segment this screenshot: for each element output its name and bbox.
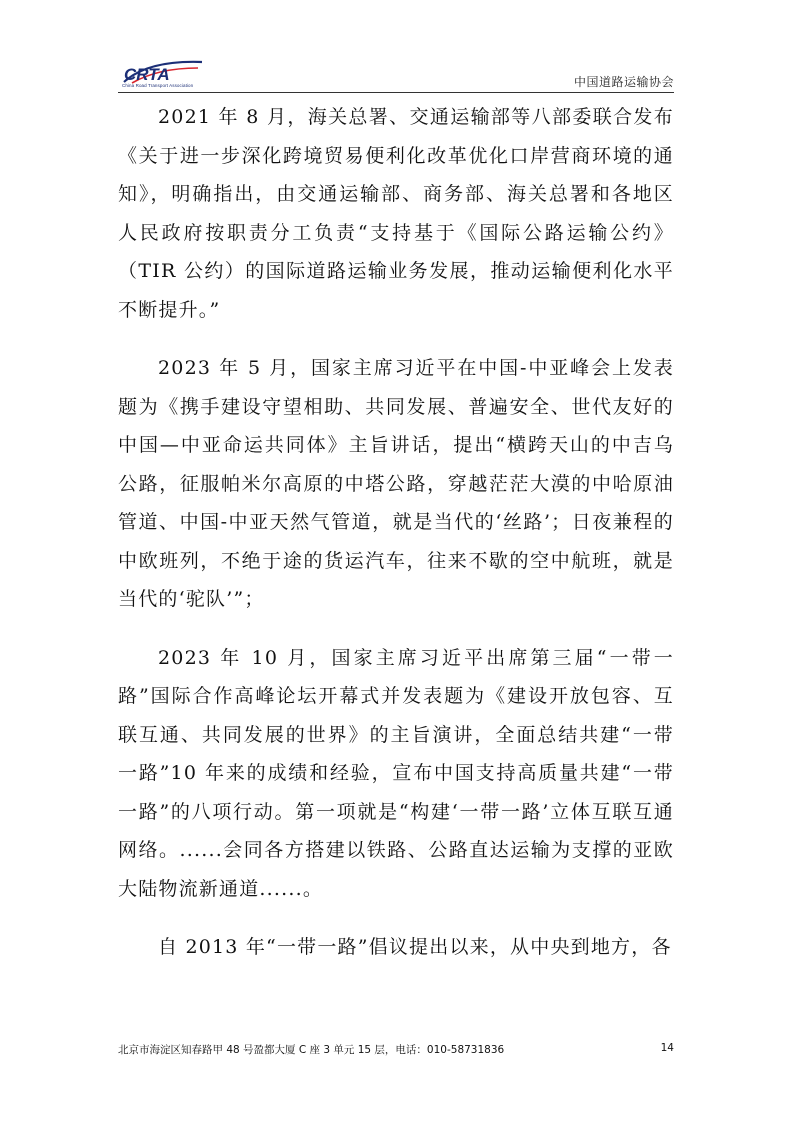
- page-number: 14: [660, 1042, 674, 1054]
- paragraph-3: 2023 年 10 月，国家主席习近平出席第三届“一带一路”国际合作高峰论坛开幕式并发表题为《建设开放包容、互联互通、共同发展的世界》的主旨演讲，全面总结共建“一带一路”10 年来的成绩和经验，宣布中国支持高质量共建“一带一路”的八项行动。第一项就是“构建‘一带一路’立体互联互通网络。......会同各方搭建以铁路、公路直达运输为支撑的亚欧大陆物流新通道......。: [118, 646, 674, 900]
- document-body: [118, 98, 674, 987]
- logo-wordmark: CRTA: [124, 65, 170, 84]
- paragraph-1: 2021 年 8 月，海关总署、交通运输部等八部委联合发布《关于进一步深化跨境贸易便利化改革优化口岸营商环境的通知》，明确指出，由交通运输部、商务部、海关总署和各地区人民政府按职责分工负责“支持基于《国际公路运输公约》（TIR 公约）的国际道路运输业务发展，推动运输便利化水平不断提升。”: [118, 106, 674, 321]
- footer-address: 北京市海淀区知春路甲 48 号盈都大厦 C 座 3 单元 15 层，电话：010-58731836: [118, 1044, 505, 1056]
- crta-logo: [118, 56, 204, 92]
- paragraph-4: 自 2013 年“一带一路”倡议提出以来，从中央到地方，各: [158, 936, 672, 958]
- header-divider: [118, 92, 674, 93]
- page-header: [118, 56, 674, 92]
- paragraph-2: 2023 年 5 月，国家主席习近平在中国-中亚峰会上发表题为《携手建设守望相助、共同发展、普遍安全、世代友好的中国—中亚命运共同体》主旨讲话，提出“横跨天山的中吉乌公路，征服帕米尔高原的中塔公路，穿越茫茫大漠的中哈原油管道、中国-中亚天然气管道，就是当代的‘丝路’；日夜兼程的中欧班列，不绝于途的货运汽车，往来不歇的空中航班，就是当代的‘驼队’”；: [118, 357, 674, 610]
- organization-name: 中国道路运输协会: [573, 75, 674, 89]
- logo-subtext: China Road Transport Association: [122, 83, 194, 88]
